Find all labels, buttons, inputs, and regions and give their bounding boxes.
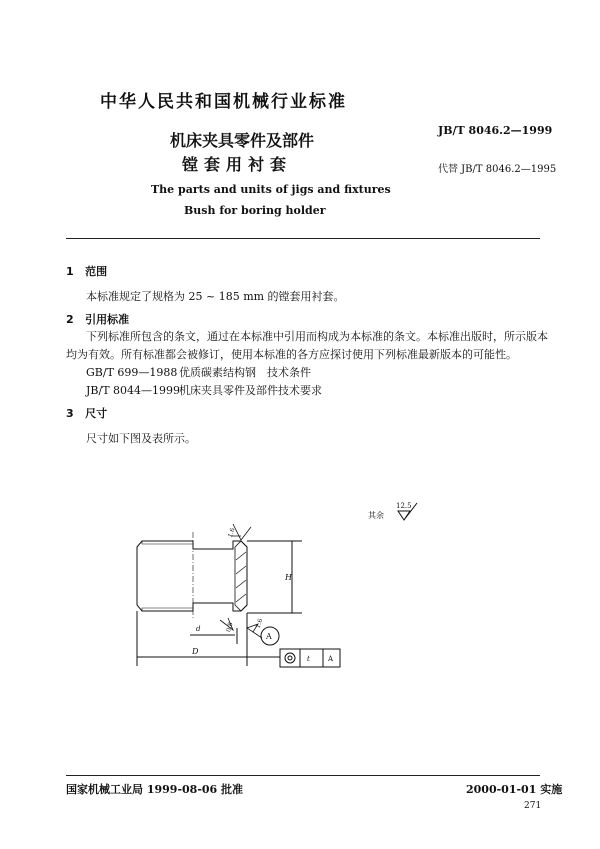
section-2-text-2: 均为有效。所有标准都会被修订，使用本标准的各方应探讨使用下列标准最新版本的可能性。 bbox=[66, 348, 517, 361]
standard-code: JB/T 8046.2—1999 bbox=[438, 124, 553, 137]
english-title-1: The parts and units of jigs and fixtures bbox=[151, 183, 391, 196]
roughness-face: 1.6 bbox=[254, 617, 265, 630]
english-title-2: Bush for boring holder bbox=[184, 204, 326, 217]
section-3-text: 尺寸如下图及表所示。 bbox=[86, 432, 196, 445]
section-1-text: 本标准规定了规格为 25 ~ 185 mm 的镗套用衬套。 bbox=[86, 290, 345, 303]
effective-date: 2000-01-01 实施 bbox=[466, 783, 563, 796]
replaces-code: 代替 JB/T 8046.2—1995 bbox=[438, 164, 557, 175]
title-line-1: 机床夹具零件及部件 bbox=[170, 131, 315, 150]
header-divider bbox=[66, 238, 540, 239]
bush-drawing bbox=[120, 500, 450, 700]
roughness-bore: 0.8 bbox=[225, 621, 235, 633]
dim-d: d bbox=[196, 625, 201, 633]
section-2-text-1: 下列标准所包含的条文，通过在本标准中引用而构成为本标准的条文。本标准出版时，所示版本 bbox=[86, 330, 548, 343]
section-3-heading: 3 尺寸 bbox=[66, 407, 108, 420]
standard-category: 中华人民共和国机械行业标准 bbox=[100, 92, 347, 112]
page-number: 271 bbox=[524, 801, 542, 811]
dim-D: D bbox=[192, 647, 199, 656]
dim-H: H bbox=[285, 573, 292, 582]
reference-2: JB/T 8044—1999机床夹具零件及部件技术要求 bbox=[86, 384, 322, 397]
section-1-heading: 1 范围 bbox=[66, 265, 108, 278]
approval-info: 国家机械工业局 1999-08-06 批准 bbox=[66, 783, 244, 796]
footer-divider bbox=[66, 775, 540, 776]
tolerance-datum: A bbox=[328, 655, 334, 663]
rest-roughness: 12.5 bbox=[396, 502, 412, 510]
tolerance-value: t bbox=[307, 655, 310, 663]
roughness-top: 1.6 bbox=[226, 527, 237, 539]
bush-outline bbox=[137, 541, 247, 611]
reference-1: GB/T 699—1988 优质碳素结构钢 技术条件 bbox=[86, 366, 311, 379]
section-2-heading: 2 引用标准 bbox=[66, 313, 130, 326]
datum-label: A bbox=[266, 632, 272, 641]
title-line-2: 镗套用衬套 bbox=[182, 155, 293, 174]
concentricity-icon bbox=[285, 653, 295, 663]
rest-label: 其余 bbox=[368, 511, 384, 520]
